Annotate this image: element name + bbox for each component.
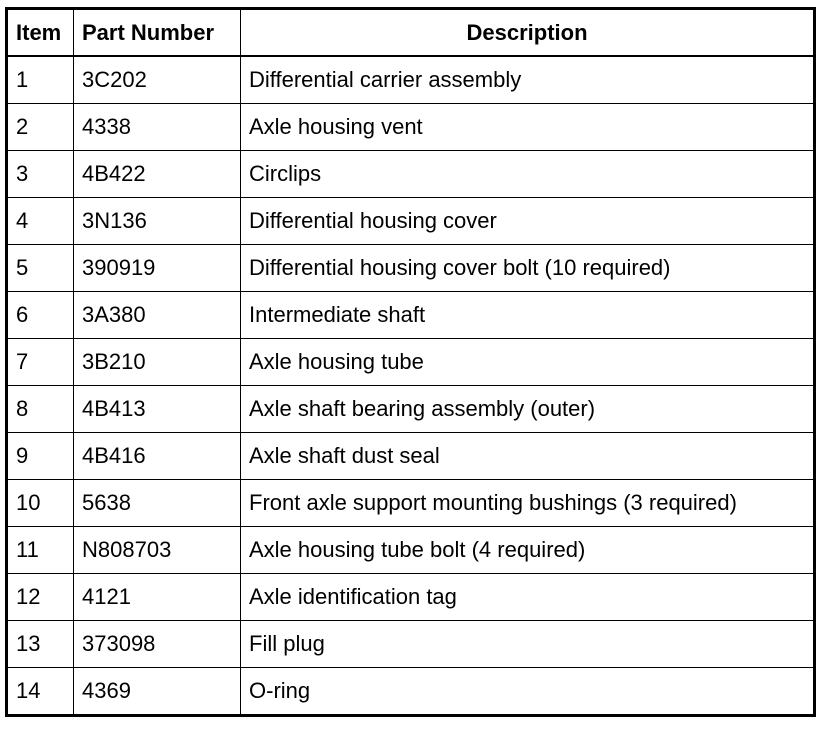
cell-description: Front axle support mounting bushings (3 required) [241, 480, 815, 527]
table-row [7, 574, 815, 621]
cell-item: 11 [7, 527, 74, 574]
table-row [7, 386, 815, 433]
cell-part-number: 4338 [74, 104, 241, 151]
table-row [7, 198, 815, 245]
cell-description: Axle housing tube [241, 339, 815, 386]
table-row [7, 56, 815, 104]
cell-item: 14 [7, 668, 74, 716]
cell-part-number: 4B422 [74, 151, 241, 198]
cell-part-number: N808703 [74, 527, 241, 574]
cell-description: Differential housing cover bolt (10 required) [241, 245, 815, 292]
cell-part-number: 4B416 [74, 433, 241, 480]
cell-part-number: 3C202 [74, 56, 241, 104]
cell-description: Axle identification tag [241, 574, 815, 621]
table-row [7, 292, 815, 339]
cell-description: Axle shaft bearing assembly (outer) [241, 386, 815, 433]
cell-description: Circlips [241, 151, 815, 198]
cell-description: Intermediate shaft [241, 292, 815, 339]
cell-description: O-ring [241, 668, 815, 716]
cell-part-number: 3A380 [74, 292, 241, 339]
table-row [7, 151, 815, 198]
table-row [7, 527, 815, 574]
table-body [7, 56, 815, 716]
table-row [7, 480, 815, 527]
table-row [7, 339, 815, 386]
cell-description: Fill plug [241, 621, 815, 668]
parts-table-container [5, 7, 816, 717]
cell-item: 6 [7, 292, 74, 339]
cell-item: 12 [7, 574, 74, 621]
header-description: Description [241, 9, 815, 57]
cell-item: 5 [7, 245, 74, 292]
table-row [7, 433, 815, 480]
cell-item: 9 [7, 433, 74, 480]
cell-part-number: 373098 [74, 621, 241, 668]
cell-item: 8 [7, 386, 74, 433]
cell-part-number: 4B413 [74, 386, 241, 433]
cell-description: Axle shaft dust seal [241, 433, 815, 480]
cell-part-number: 390919 [74, 245, 241, 292]
cell-item: 1 [7, 56, 74, 104]
table-row [7, 245, 815, 292]
cell-part-number: 4121 [74, 574, 241, 621]
cell-part-number: 4369 [74, 668, 241, 716]
cell-part-number: 3B210 [74, 339, 241, 386]
table-row [7, 621, 815, 668]
cell-description: Differential housing cover [241, 198, 815, 245]
cell-item: 7 [7, 339, 74, 386]
cell-description: Differential carrier assembly [241, 56, 815, 104]
header-part-number: Part Number [74, 9, 241, 57]
parts-table [5, 7, 816, 717]
table-row [7, 668, 815, 716]
cell-item: 3 [7, 151, 74, 198]
cell-part-number: 3N136 [74, 198, 241, 245]
table-row [7, 104, 815, 151]
cell-part-number: 5638 [74, 480, 241, 527]
cell-item: 13 [7, 621, 74, 668]
cell-description: Axle housing tube bolt (4 required) [241, 527, 815, 574]
table-header-row [7, 9, 815, 57]
header-item: Item [7, 9, 74, 57]
cell-description: Axle housing vent [241, 104, 815, 151]
cell-item: 2 [7, 104, 74, 151]
cell-item: 10 [7, 480, 74, 527]
cell-item: 4 [7, 198, 74, 245]
